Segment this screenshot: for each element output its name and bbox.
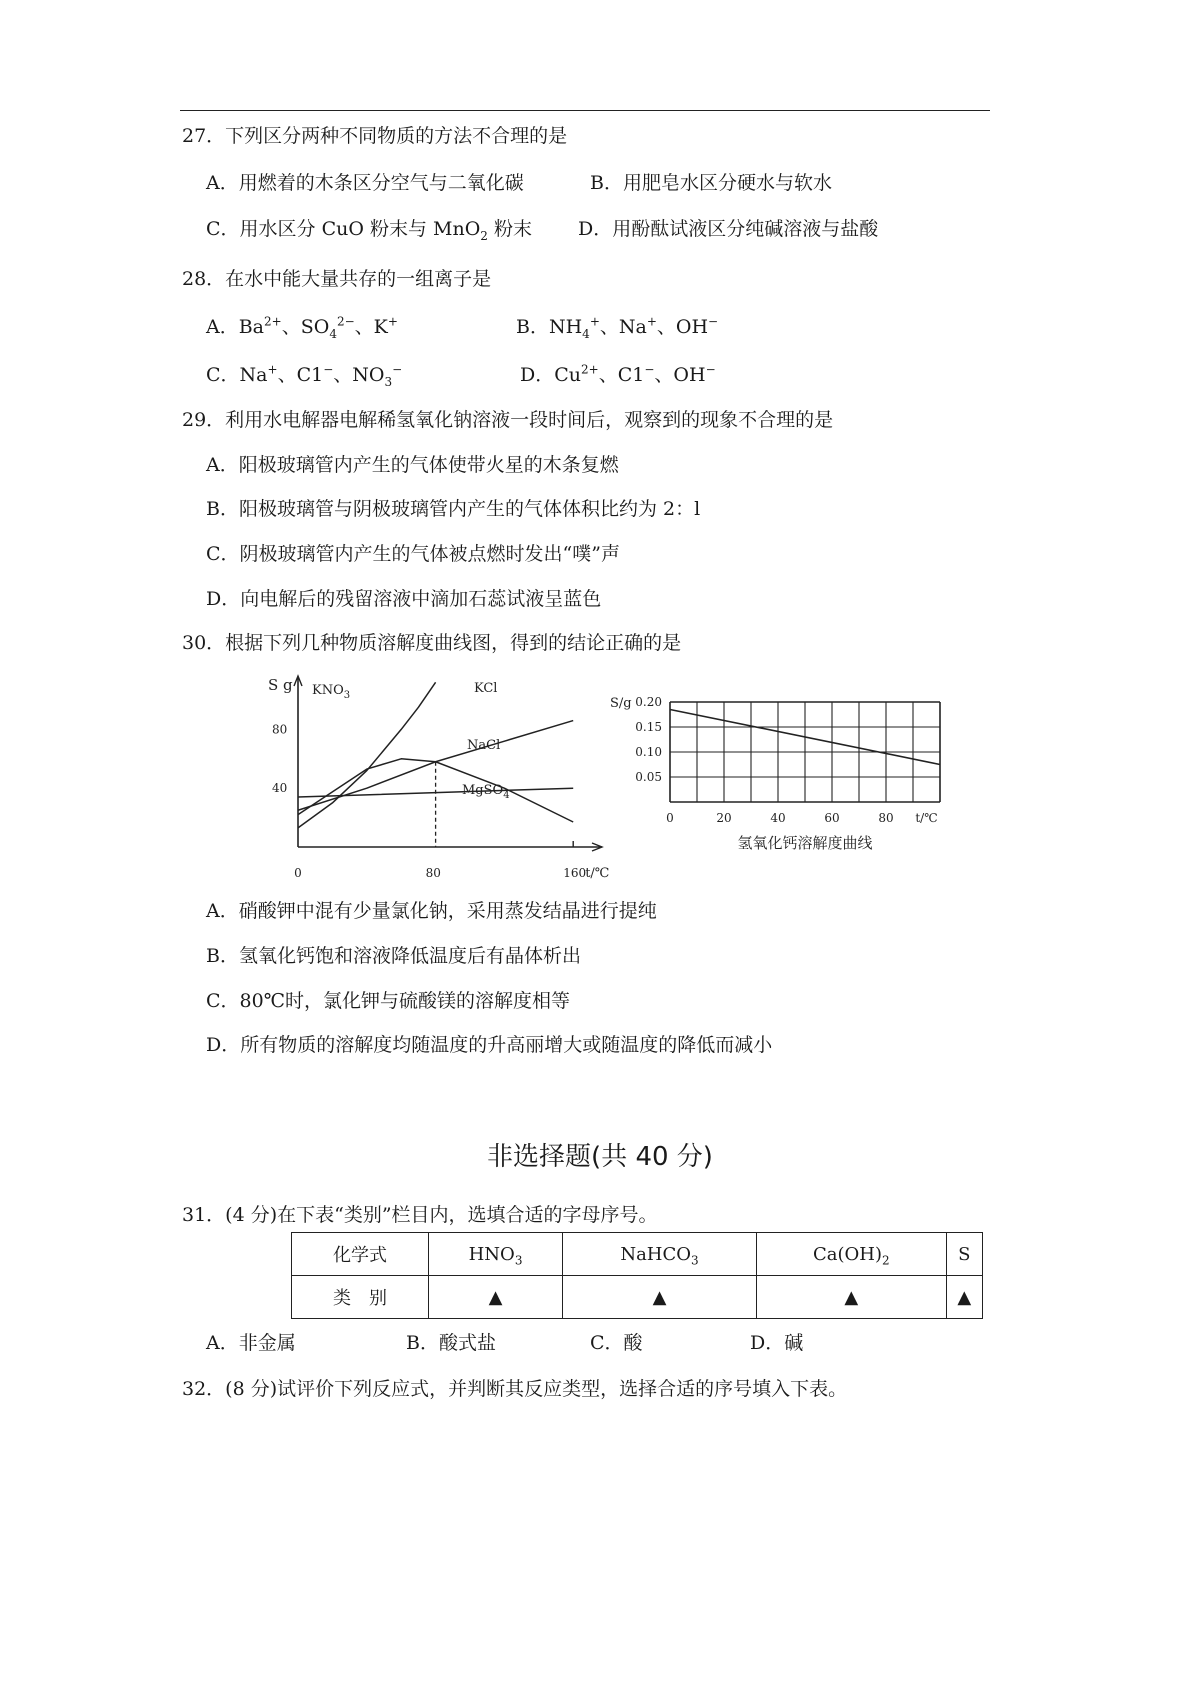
y-axis-title: S/g	[610, 696, 632, 711]
y-tick-label: 0.20	[635, 695, 662, 709]
q27-option-a: A．用燃着的木条区分空气与二氧化碳	[206, 172, 524, 194]
x-tick-label: 80	[878, 811, 894, 825]
q28-option-b: B．$NH_4^+$、Na+、OH−	[516, 314, 719, 341]
x-tick-label: 60	[824, 811, 840, 825]
q31-option-d: D．碱	[750, 1332, 804, 1354]
formula-cell: NaHCO$_3$	[563, 1233, 757, 1276]
q27-option-d: D．用酚酞试液区分纯碱溶液与盐酸	[578, 218, 879, 240]
x-tick-label: 0	[294, 866, 302, 880]
x-tick-label: 40	[770, 811, 786, 825]
series-nacl-curve	[298, 788, 573, 797]
classification-table	[291, 1232, 983, 1319]
y-tick-label: 40	[272, 781, 288, 796]
q30-option-b: B．氢氧化钙饱和溶液降低温度后有晶体析出	[206, 945, 581, 967]
top-rule	[180, 110, 990, 111]
series-kno3-curve	[298, 682, 436, 828]
q27-option-b: B．用肥皂水区分硬水与软水	[590, 172, 832, 194]
q31-option-c: C．酸	[590, 1332, 643, 1354]
table-row	[292, 1233, 983, 1276]
q31-stem: 31．(4 分)在下表“类别”栏目内，选填合适的字母序号。	[182, 1204, 658, 1226]
y-tick-label: 0.15	[635, 720, 662, 734]
series-label-kcl: KCl	[474, 681, 498, 696]
answer-blank-marker: ▲	[429, 1276, 563, 1319]
x-tick-label: 0	[666, 811, 674, 825]
q31-option-b: B．酸式盐	[406, 1332, 496, 1354]
x-tick-label: 20	[716, 811, 732, 825]
q29-stem: 29．利用水电解器电解稀氢氧化钠溶液一段时间后，观察到的现象不合理的是	[182, 409, 834, 431]
series-label-mgso4: MgSO$_4$	[462, 783, 510, 801]
q28-option-c: C．Na+、C1−、$NO_3^-$	[206, 362, 403, 389]
q32-stem: 32．(8 分)试评价下列反应式，并判断其反应类型，选择合适的序号填入下表。	[182, 1378, 848, 1400]
y-tick-label: 0.05	[635, 770, 662, 784]
q29-option-a: A．阳极玻璃管内产生的气体使带火星的木条复燃	[206, 454, 619, 476]
y-tick-label: 80	[272, 722, 288, 737]
x-axis-title: t/℃	[915, 811, 938, 825]
q28-option-a: A．$Ba^{2+}$、$SO_4^{2-}$、K+	[206, 314, 398, 341]
q29-option-d: D．向电解后的残留溶液中滴加石蕊试液呈蓝色	[206, 588, 602, 610]
y-axis-title: S g	[268, 676, 293, 694]
q30-option-d: D．所有物质的溶解度均随温度的升高丽增大或随温度的降低而减小	[206, 1034, 773, 1056]
section-title: 非选择题(共 40 分)	[487, 1142, 713, 1172]
x-tick-label: 160	[563, 866, 587, 880]
q30-option-c: C．80℃时，氯化钾与硫酸镁的溶解度相等	[206, 990, 570, 1012]
answer-blank-marker: ▲	[563, 1276, 757, 1319]
chart-caption: 氢氧化钙溶解度曲线	[737, 834, 873, 852]
q28-stem: 28．在水中能大量共存的一组离子是	[182, 268, 492, 290]
formula-cell: $Ca(OH)_2$	[756, 1233, 946, 1276]
solubility-chart-calcium-hydroxide	[610, 690, 1030, 880]
row-label-formula: 化学式	[292, 1233, 429, 1276]
row-label-category: 类 别	[292, 1276, 429, 1319]
q28-option-d: D．$Cu^{2+}$、C1−、OH−	[520, 362, 716, 386]
x-tick-label: 80	[425, 866, 441, 880]
answer-blank-marker: ▲	[946, 1276, 982, 1319]
table-row	[292, 1276, 983, 1319]
series-label-nacl: NaCl	[467, 738, 501, 753]
q29-option-c: C．阴极玻璃管内产生的气体被点燃时发出“噗”声	[206, 543, 620, 565]
q31-option-a: A．非金属	[206, 1332, 296, 1354]
formula-cell: S	[946, 1233, 982, 1276]
series-label-kno3: $KNO_3$	[312, 683, 351, 701]
q30-option-a: A．硝酸钾中混有少量氯化钠，采用蒸发结晶进行提纯	[206, 900, 657, 922]
formula-cell: $HNO_3$	[429, 1233, 563, 1276]
x-axis-title: t/℃	[585, 866, 610, 881]
y-tick-label: 0.10	[635, 745, 662, 759]
q27-stem: 27．下列区分两种不同物质的方法不合理的是	[182, 125, 568, 147]
solubility-chart-left	[262, 672, 632, 882]
answer-blank-marker: ▲	[756, 1276, 946, 1319]
q27-option-c: C．用水区分 CuO 粉末与 MnO$_2$ 粉末	[206, 218, 532, 243]
q30-stem: 30．根据下列几种物质溶解度曲线图，得到的结论正确的是	[182, 632, 682, 654]
q29-option-b: B．阳极玻璃管与阴极玻璃管内产生的气体体积比约为 2：l	[206, 498, 701, 520]
